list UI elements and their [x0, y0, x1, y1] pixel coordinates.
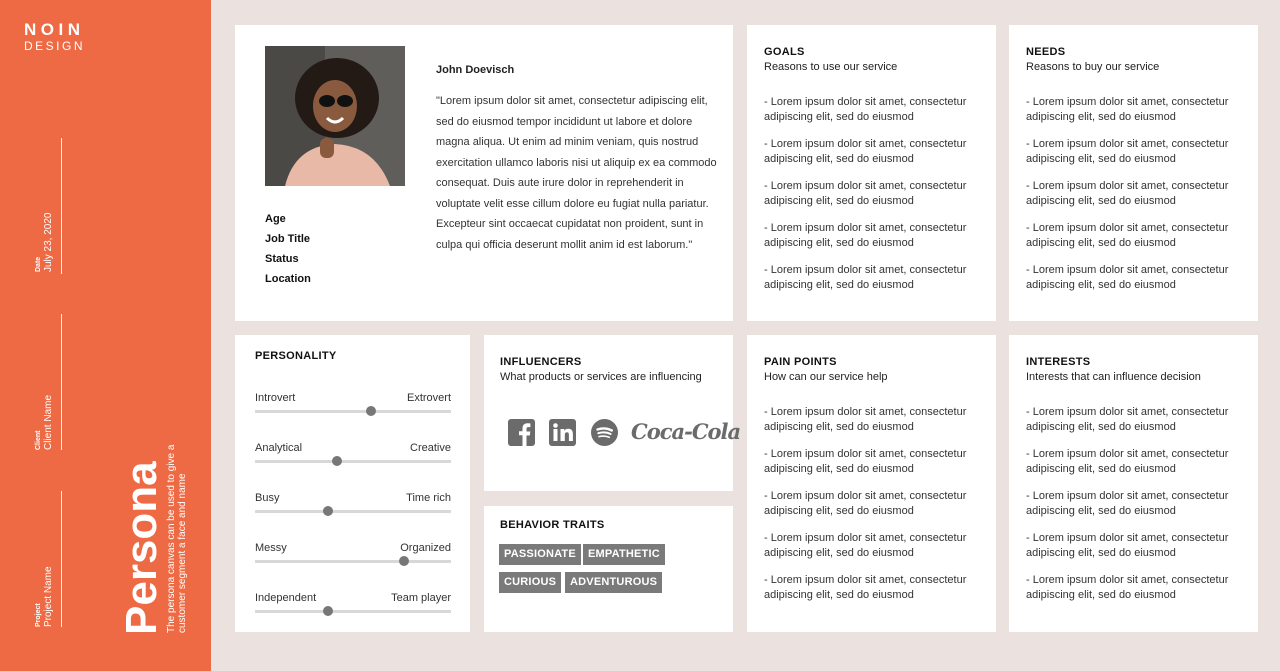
pain-point-item[interactable]: - Lorem ipsum dolor sit amet, consectetur adipiscing elit, sed do eiusmod — [764, 406, 967, 433]
trait-tag[interactable]: PASSIONATE — [499, 544, 581, 565]
slider-track[interactable] — [255, 460, 451, 463]
slider-knob[interactable] — [323, 606, 333, 616]
pain-point-item[interactable]: - Lorem ipsum dolor sit amet, consectetur adipiscing elit, sed do eiusmod — [764, 490, 967, 517]
project-value[interactable]: Project Name — [43, 566, 54, 627]
brand-logo — [24, 21, 85, 52]
interest-item[interactable]: - Lorem ipsum dolor sit amet, consectetur adipiscing elit, sed do eiusmod — [1026, 406, 1229, 433]
date-label: Date — [35, 256, 42, 272]
interest-item[interactable]: - Lorem ipsum dolor sit amet, consectetur adipiscing elit, sed do eiusmod — [1026, 574, 1229, 601]
needs-item[interactable]: - Lorem ipsum dolor sit amet, consectetur adipiscing elit, sed do eiusmod — [1026, 180, 1229, 207]
trait-tag[interactable]: ADVENTUROUS — [565, 572, 662, 593]
pain-point-item[interactable]: - Lorem ipsum dolor sit amet, consectetur adipiscing elit, sed do eiusmod — [764, 448, 967, 475]
client-value[interactable]: Client Name — [43, 394, 54, 450]
avatar-photo — [265, 46, 405, 186]
personality-slider[interactable] — [255, 442, 451, 463]
interest-item[interactable]: - Lorem ipsum dolor sit amet, consectetur adipiscing elit, sed do eiusmod — [1026, 490, 1229, 517]
personality-title: PERSONALITY — [255, 350, 337, 362]
influencers-card — [484, 335, 741, 491]
slider-knob[interactable] — [323, 506, 333, 516]
goals-card — [747, 25, 996, 321]
pain-point-item[interactable]: - Lorem ipsum dolor sit amet, consectetur adipiscing elit, sed do eiusmod — [764, 532, 967, 559]
persona-description: The persona canvas can be used to give a customer segment a face and name — [166, 444, 188, 633]
persona-title: Persona — [117, 461, 166, 635]
facebook-icon[interactable] — [508, 419, 535, 446]
goals-item[interactable]: - Lorem ipsum dolor sit amet, consectetur adipiscing elit, sed do eiusmod — [764, 264, 967, 291]
brand-line-2: DESIGN — [24, 39, 86, 53]
date-value[interactable]: July 23, 2020 — [43, 212, 54, 272]
client-divider — [61, 314, 62, 450]
slider-track[interactable] — [255, 560, 451, 563]
project-label: Project — [35, 603, 42, 627]
client-field — [34, 395, 55, 450]
slider-track[interactable] — [255, 410, 451, 413]
needs-item[interactable]: - Lorem ipsum dolor sit amet, consectetur adipiscing elit, sed do eiusmod — [1026, 222, 1229, 249]
pain-points-title: PAIN POINTS — [764, 356, 837, 368]
slider-left-label: Independent — [255, 592, 317, 604]
interest-item[interactable]: - Lorem ipsum dolor sit amet, consectetur adipiscing elit, sed do eiusmod — [1026, 532, 1229, 559]
personality-slider[interactable] — [255, 492, 451, 513]
slider-right-label: Creative — [410, 442, 451, 454]
attribute-status: Status — [265, 253, 299, 265]
client-label: Client — [35, 430, 42, 450]
profile-card — [235, 25, 733, 321]
behavior-traits-card — [484, 506, 733, 632]
attribute-job-title: Job Title — [265, 233, 311, 245]
influencers-title: INFLUENCERS — [500, 356, 582, 368]
persona-name[interactable]: John Doevisch — [436, 64, 515, 76]
slider-right-label: Team player — [391, 592, 451, 604]
needs-item[interactable]: - Lorem ipsum dolor sit amet, consectetur adipiscing elit, sed do eiusmod — [1026, 138, 1229, 165]
trait-tag[interactable]: EMPATHETIC — [583, 544, 665, 565]
slider-knob[interactable] — [399, 556, 409, 566]
goals-item[interactable]: - Lorem ipsum dolor sit amet, consectetur adipiscing elit, sed do eiusmod — [764, 180, 967, 207]
goals-item[interactable]: - Lorem ipsum dolor sit amet, consectetur adipiscing elit, sed do eiusmod — [764, 96, 967, 123]
slider-knob[interactable] — [366, 406, 376, 416]
slider-right-label: Organized — [400, 542, 451, 554]
coca-cola-logo-text: Coca-Cola — [631, 419, 741, 444]
pain-points-subtitle: How can our service help — [764, 371, 888, 383]
goals-subtitle: Reasons to use our service — [764, 61, 898, 73]
goals-item[interactable]: - Lorem ipsum dolor sit amet, consectetur adipiscing elit, sed do eiusmod — [764, 222, 967, 249]
pain-point-item[interactable]: - Lorem ipsum dolor sit amet, consectetur adipiscing elit, sed do eiusmod — [764, 574, 967, 601]
needs-item[interactable]: - Lorem ipsum dolor sit amet, consectetur adipiscing elit, sed do eiusmod — [1026, 96, 1229, 123]
date-divider — [61, 138, 62, 274]
brand-line-1: NOIN — [24, 20, 85, 39]
pain-points-list — [764, 405, 979, 603]
needs-list — [1026, 95, 1241, 293]
project-divider — [61, 491, 62, 627]
sidebar — [0, 0, 211, 671]
slider-right-label: Extrovert — [406, 392, 451, 404]
interest-item[interactable]: - Lorem ipsum dolor sit amet, consectetur adipiscing elit, sed do eiusmod — [1026, 448, 1229, 475]
interests-card — [1009, 335, 1258, 632]
slider-left-label: Introvert — [255, 392, 296, 404]
pain-points-card — [747, 335, 996, 632]
influencer-logos — [508, 417, 741, 447]
personality-slider[interactable] — [255, 542, 451, 563]
avatar — [265, 46, 405, 186]
linkedin-icon[interactable] — [549, 419, 576, 446]
slider-track[interactable] — [255, 510, 451, 513]
coca-cola-logo[interactable] — [631, 417, 741, 447]
needs-item[interactable]: - Lorem ipsum dolor sit amet, consectetur adipiscing elit, sed do eiusmod — [1026, 264, 1229, 291]
behavior-traits-title: BEHAVIOR TRAITS — [500, 519, 605, 531]
influencers-subtitle: What products or services are influencing — [500, 371, 702, 383]
attribute-age: Age — [265, 213, 286, 225]
slider-right-label: Time rich — [406, 492, 451, 504]
slider-left-label: Messy — [255, 542, 287, 554]
persona-quote[interactable]: "Lorem ipsum dolor sit amet, consectetur adipiscing elit, sed do eiusmod tempor incididunt ut labore et dolore magna aliqua. Ut enim ad minim veniam, quis nostrud exercitation ullamco laboris nisi ut aliquip ex ea commodo consequat. Duis aute irure dolor in reprehenderit in voluptate velit esse cillum dolore eu fugiat nulla pariatur. Excepteur sint occaecat cupidatat non proident, sunt in culpa qui officia deserunt mollit anim id est laborum." — [436, 95, 717, 251]
needs-title: NEEDS — [1026, 46, 1066, 58]
spotify-icon[interactable] — [591, 419, 618, 446]
personality-slider[interactable] — [255, 592, 451, 613]
personality-slider[interactable] — [255, 392, 451, 413]
slider-track[interactable] — [255, 610, 451, 613]
goals-item[interactable]: - Lorem ipsum dolor sit amet, consectetur adipiscing elit, sed do eiusmod — [764, 138, 967, 165]
needs-card — [1009, 25, 1258, 321]
slider-left-label: Analytical — [255, 442, 303, 454]
attribute-location: Location — [265, 273, 311, 285]
slider-knob[interactable] — [332, 456, 342, 466]
interests-title: INTERESTS — [1026, 356, 1091, 368]
interests-list — [1026, 405, 1241, 603]
goals-list — [764, 95, 979, 293]
project-field — [34, 566, 55, 627]
interests-subtitle: Interests that can influence decision — [1026, 371, 1201, 383]
personality-card — [235, 335, 470, 632]
slider-left-label: Busy — [255, 492, 280, 504]
needs-subtitle: Reasons to buy our service — [1026, 61, 1160, 73]
trait-tag[interactable]: CURIOUS — [499, 572, 561, 593]
date-field — [34, 213, 55, 273]
goals-title: GOALS — [764, 46, 805, 58]
